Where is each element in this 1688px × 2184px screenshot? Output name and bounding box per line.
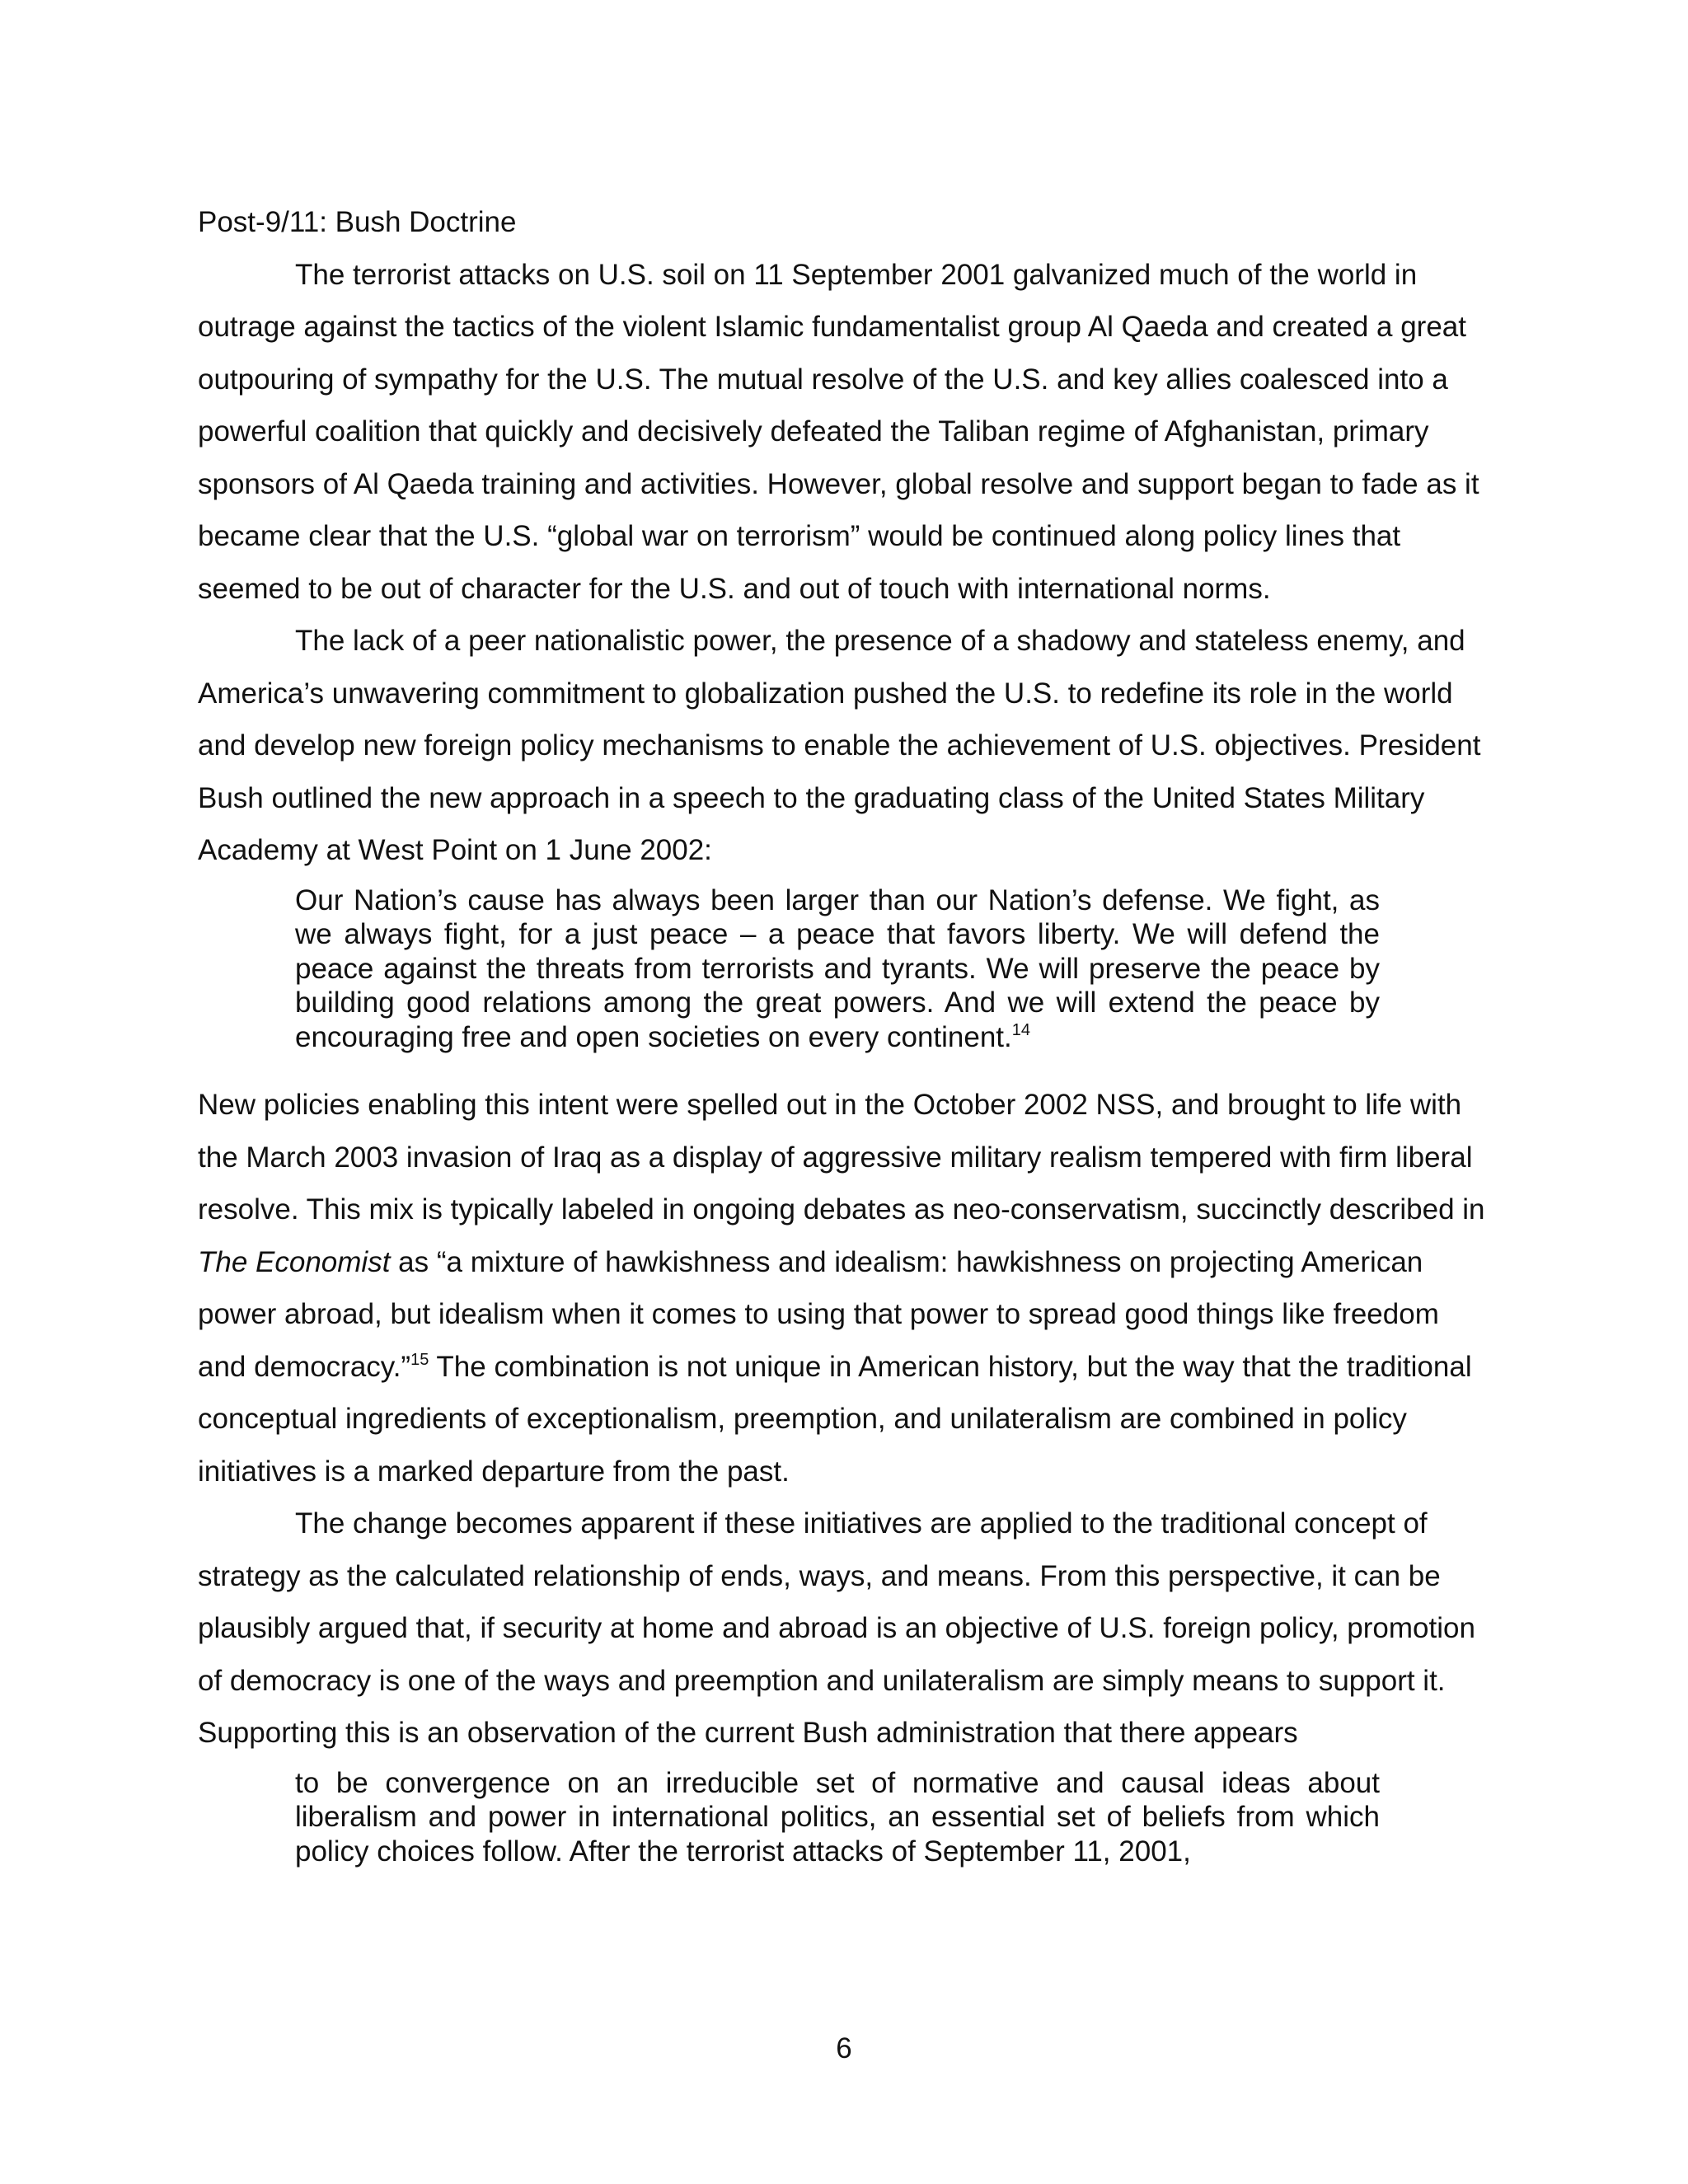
section-heading: Post-9/11: Bush Doctrine xyxy=(198,206,517,238)
page-content xyxy=(198,196,1490,1868)
paragraph-intro: The terrorist attacks on U.S. soil on 11 September 2001 galvanized much of the world in outrage against the tactics of the violent Islamic fundamentalist group Al Qaeda and created a great outpouring of sympathy for the U.S. The mutual resolve of the U.S. and key allies coalesced into a powerful coalition that quickly and decisively defeated the Taliban regime of Afghanistan, primary sponsors of Al Qaeda training and activities. However, global resolve and support began to fade as it became clear that the U.S. “global war on terrorism” would be continued along policy lines that seemed to be out of character for the U.S. and out of touch with international norms. xyxy=(198,258,1479,605)
paragraph-ends-ways-means: The change becomes apparent if these initiatives are applied to the traditional concept of strategy as the calculated relationship of ends, ways, and means. From this perspective, it can be plausibly argued that, if security at home and abroad is an objective of U.S. foreign policy, promotion of democracy is one of the ways and preemption and unilateralism are simply means to support it. Supporting this is an observation of the current Bush administration that there appears xyxy=(198,1507,1475,1749)
page-number: 6 xyxy=(836,2032,852,2064)
p3-text-b: as “a mixture of hawkishness and idealism: hawkishness on projecting American power abroad, but idealism when it comes to using that power to spread good things like freedom and democracy.” xyxy=(198,1245,1439,1383)
p3-text-c: The combination is not unique in American history, but the way that the traditional conceptual ingredients of exceptionalism, preemption, and unilateralism are combined in policy initiatives is a marked departure from the past. xyxy=(198,1350,1472,1488)
block-quote-west-point xyxy=(295,883,1380,1055)
p3-text-a: New policies enabling this intent were spelled out in the October 2002 NSS, and brought to life with the March 2003 invasion of Iraq as a display of aggressive military realism tempered with firm liberal resolve. This mix is typically labeled in ongoing debates as neo-conservatism, succinctly described in xyxy=(198,1089,1485,1226)
publication-title: The Economist xyxy=(198,1245,391,1278)
paragraph-redefine-role: The lack of a peer nationalistic power, the presence of a shadowy and stateless enemy, and America’s unwavering commitment to globalization pushed the U.S. to redefine its role in the world and develop new foreign policy mechanisms to enable the achievement of U.S. objectives. President Bush outlined the new approach in a speech to the graduating class of the United States Military Academy at West Point on 1 June 2002: xyxy=(198,625,1481,866)
block-quote-convergence: to be convergence on an irreducible set of normative and causal ideas about liberalism and power in international politics, an essential set of beliefs from which policy choices follow. After the terrorist attacks of September 11, 2001, xyxy=(295,1766,1380,1868)
footnote-ref-14: 14 xyxy=(1011,1020,1031,1039)
footnote-ref-15: 15 xyxy=(410,1350,429,1369)
paragraph-neo-conservatism xyxy=(198,1079,1490,1497)
quote-text: Our Nation’s cause has always been larger than our Nation’s defense. We fight, as we always fight, for a just peace – a peace that favors liberty. We will defend the peace against the threats from terrorists and tyrants. We will preserve the peace by building good relations among the great powers. And we will extend the peace by encouraging free and open societies on every continent. xyxy=(295,883,1380,1053)
